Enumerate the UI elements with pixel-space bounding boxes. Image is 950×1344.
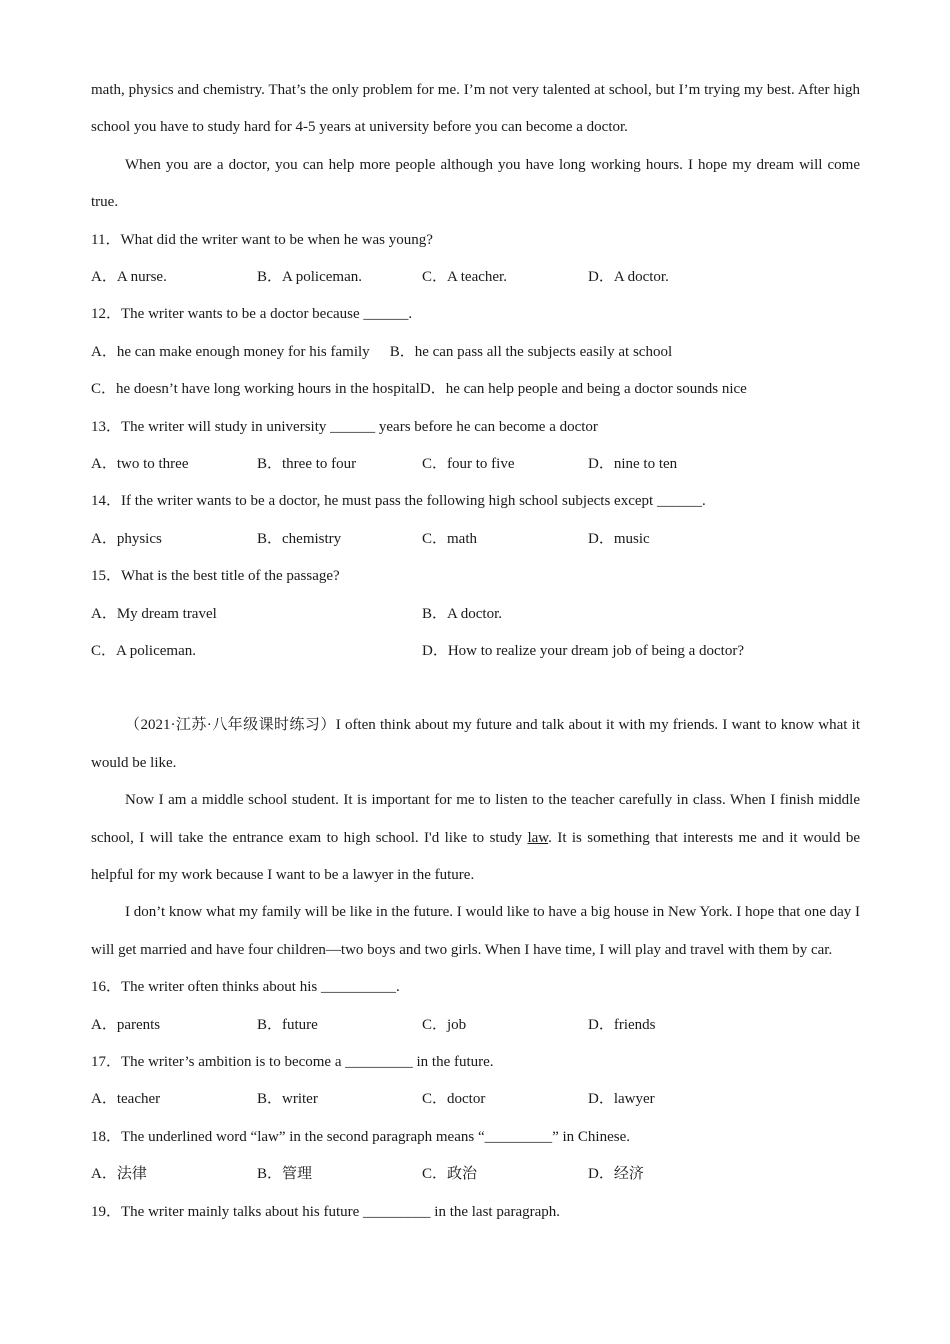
option-b[interactable]: B．管理 bbox=[257, 1166, 313, 1183]
question-11-options bbox=[91, 259, 860, 296]
paragraph-text: I often think about my future and talk about it with my friends. I want to know what it would be like. bbox=[91, 717, 860, 771]
option-a[interactable]: A．parents bbox=[91, 1016, 161, 1033]
option-b[interactable]: B．writer bbox=[257, 1091, 318, 1108]
option-d[interactable]: D．he can help people and being a doctor sounds nice bbox=[419, 381, 747, 398]
question-14-stem: 14．If the writer wants to be a doctor, he must pass the following high school subjects except ______. bbox=[91, 493, 706, 510]
question-16-stem: 16．The writer often thinks about his __________. bbox=[91, 979, 400, 996]
question-15-options-row-1 bbox=[91, 596, 860, 633]
option-c[interactable]: C．A teacher. bbox=[422, 269, 507, 286]
passage-1-paragraph-1: math, physics and chemistry. That’s the only problem for me. I’m not very talented at school, but I’m trying my best. After high school you have to study hard for 4-5 years at university before you can become a doctor. bbox=[91, 82, 860, 136]
option-b[interactable]: B．three to four bbox=[257, 455, 357, 472]
question-17-stem: 17．The writer’s ambition is to become a _________ in the future. bbox=[91, 1053, 494, 1070]
option-a[interactable]: A．two to three bbox=[91, 455, 189, 472]
option-d[interactable]: D．friends bbox=[588, 1016, 656, 1033]
option-c[interactable]: C．he doesn’t have long working hours in the hospital bbox=[91, 381, 420, 398]
option-c[interactable]: C．four to five bbox=[422, 455, 515, 472]
question-14-options bbox=[91, 521, 860, 558]
underlined-word: law bbox=[527, 829, 549, 846]
option-b[interactable]: B．A policeman. bbox=[257, 269, 362, 286]
option-a[interactable]: A．My dream travel bbox=[91, 605, 217, 622]
option-a[interactable]: A．法律 bbox=[91, 1166, 147, 1183]
question-12-options-row-1 bbox=[91, 334, 860, 371]
passage-1-paragraph-2: When you are a doctor, you can help more people although you have long working hours. I hope my dream will come true. bbox=[91, 156, 860, 211]
question-15-options-row-2 bbox=[91, 633, 860, 670]
question-12-options-row-2 bbox=[91, 371, 860, 408]
option-d[interactable]: D．A doctor. bbox=[588, 269, 669, 286]
paragraph-text: Now I am a middle school student. It is important for me to listen to the teacher carefully in class. When I finish middle school, I will take the entrance exam to high school. I'd like to study bbox=[91, 792, 860, 846]
option-c[interactable]: C．job bbox=[422, 1016, 467, 1033]
question-12-stem: 12．The writer wants to be a doctor because ______. bbox=[91, 306, 413, 323]
paragraph-text: . It is something that interests me and it would be helpful for my work because I want to be a lawyer in the future. bbox=[91, 829, 861, 883]
option-b[interactable]: B．A doctor. bbox=[422, 605, 503, 622]
passage-2-paragraph-1 bbox=[91, 707, 860, 782]
question-11-stem: 11．What did the writer want to be when he was young? bbox=[91, 231, 433, 248]
option-d[interactable]: D．How to realize your dream job of being a doctor? bbox=[422, 642, 744, 659]
question-13-options bbox=[91, 446, 860, 483]
question-18-stem: 18．The underlined word “law” in the second paragraph means “_________” in Chinese. bbox=[91, 1128, 631, 1145]
option-d[interactable]: D．经济 bbox=[588, 1166, 644, 1183]
option-d[interactable]: D．music bbox=[588, 530, 650, 547]
option-d[interactable]: D．nine to ten bbox=[588, 455, 678, 472]
option-b[interactable]: B．chemistry bbox=[257, 530, 342, 547]
passage-2-paragraph-2 bbox=[91, 782, 860, 894]
option-a[interactable]: A．he can make enough money for his family bbox=[91, 343, 370, 360]
section-spacer bbox=[91, 670, 860, 707]
passage-2-paragraph-3: I don’t know what my family will be like in the future. I would like to have a big house in New York. I hope that one day I will get married and have four children—two boys and two girls. When I have time, I will play and travel with them by car. bbox=[91, 904, 860, 958]
question-17-options bbox=[91, 1081, 860, 1118]
option-b[interactable]: B．he can pass all the subjects easily at school bbox=[389, 343, 673, 360]
option-c[interactable]: C．math bbox=[422, 530, 477, 547]
option-b[interactable]: B．future bbox=[257, 1016, 318, 1033]
option-c[interactable]: C．doctor bbox=[422, 1091, 486, 1108]
question-16-options bbox=[91, 1007, 860, 1044]
document-page bbox=[91, 72, 860, 1231]
option-c[interactable]: C．政治 bbox=[422, 1166, 478, 1183]
question-13-stem: 13．The writer will study in university ______ years before he can become a doctor bbox=[91, 418, 598, 435]
option-a[interactable]: A．A nurse. bbox=[91, 269, 167, 286]
option-c[interactable]: C．A policeman. bbox=[91, 642, 196, 659]
option-a[interactable]: A．teacher bbox=[91, 1091, 161, 1108]
question-18-options bbox=[91, 1156, 860, 1193]
source-tag: （2021·江苏·八年级课时练习） bbox=[125, 717, 336, 734]
question-19-stem: 19．The writer mainly talks about his future _________ in the last paragraph. bbox=[91, 1203, 561, 1220]
option-a[interactable]: A．physics bbox=[91, 530, 162, 547]
option-d[interactable]: D．lawyer bbox=[588, 1091, 655, 1108]
question-15-stem: 15．What is the best title of the passage? bbox=[91, 568, 340, 585]
